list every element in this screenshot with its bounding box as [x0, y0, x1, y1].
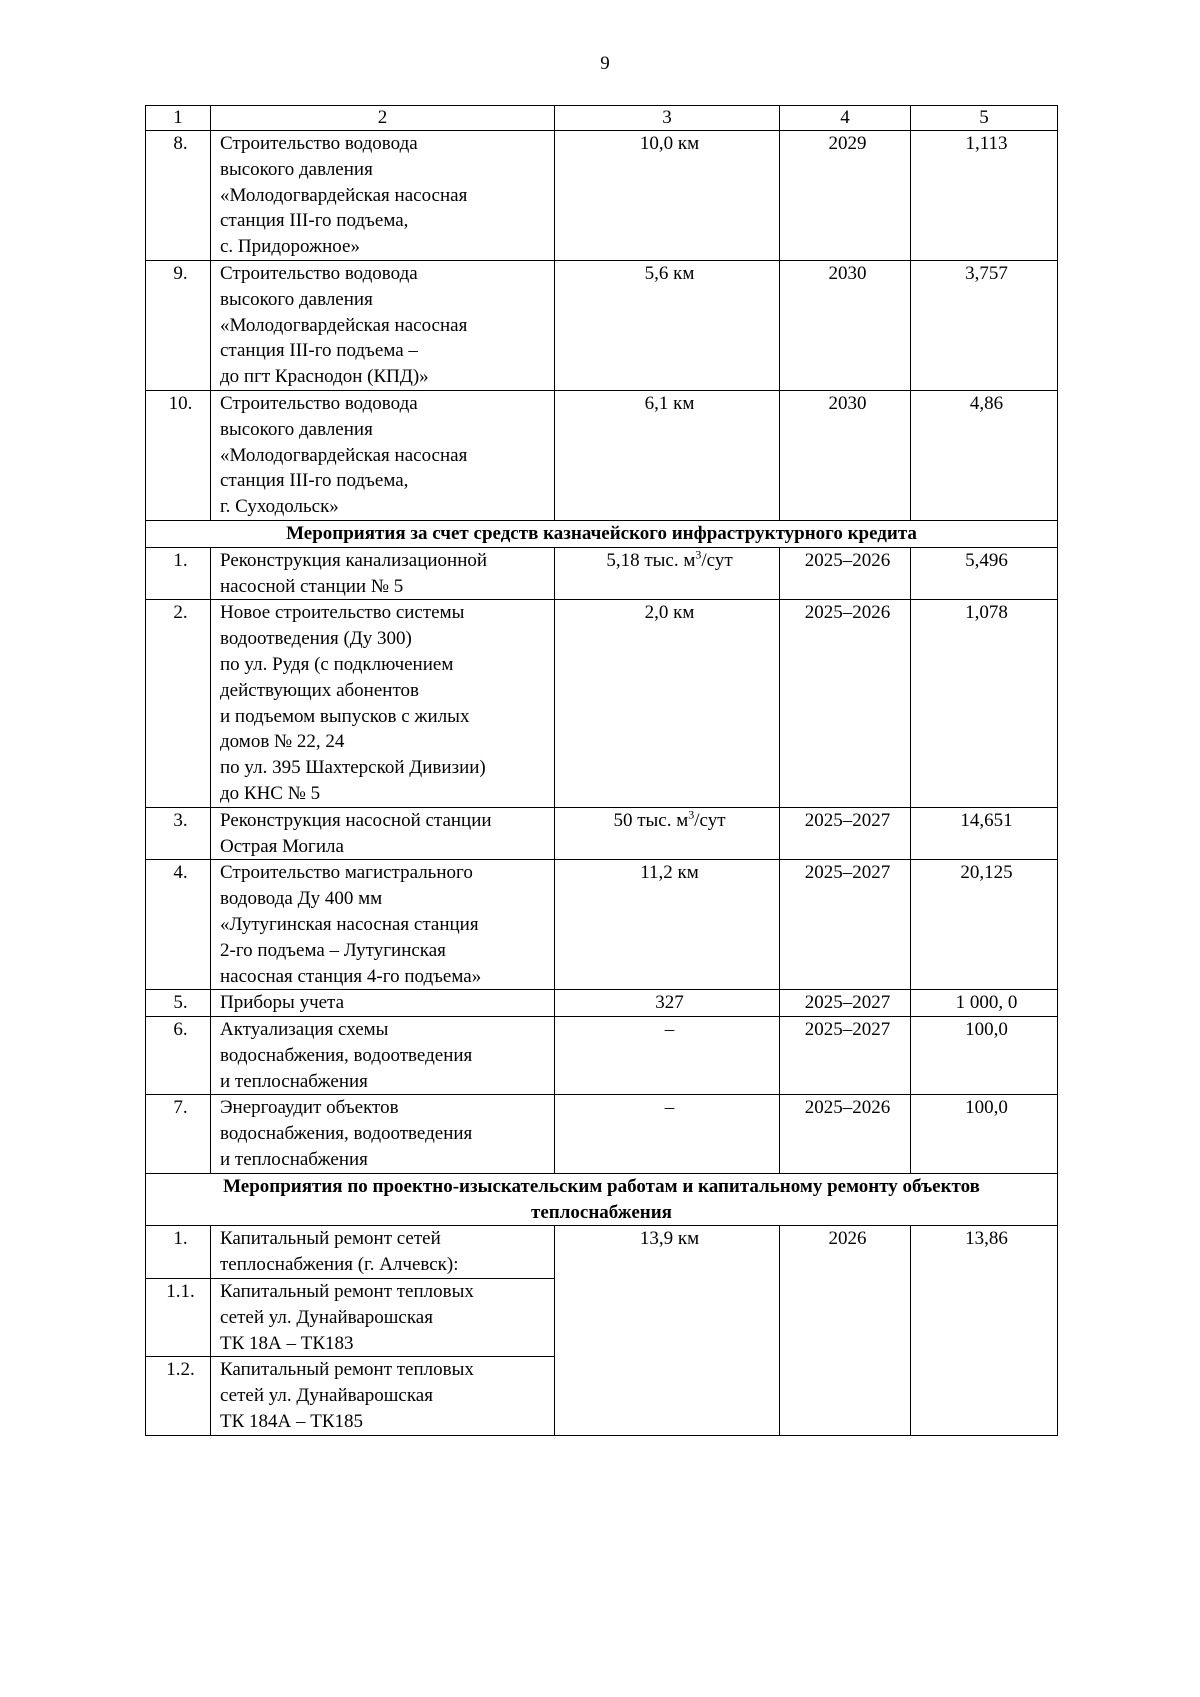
row-number-cell: 6. — [146, 1017, 211, 1095]
description-cell: Реконструкция насосной станции Острая Могила — [211, 807, 555, 860]
cost-cell: 3,757 — [911, 260, 1058, 390]
capacity-cell — [555, 547, 780, 600]
capacity-superscript: 3 — [695, 547, 702, 562]
capacity-cell: 2,0 км — [555, 600, 780, 807]
table-row — [146, 390, 1058, 520]
year-cell: 2025–2027 — [780, 990, 911, 1017]
row-number-cell: 2. — [146, 600, 211, 807]
year-cell: 2030 — [780, 260, 911, 390]
description-cell: Актуализация схемы водоснабжения, водоотведения и теплоснабжения — [211, 1017, 555, 1095]
cost-cell: 100,0 — [911, 1095, 1058, 1173]
row-number-cell: 8. — [146, 131, 211, 261]
column-number-cell: 3 — [555, 106, 780, 131]
description-cell: Приборы учета — [211, 990, 555, 1017]
section-row-heat-supply — [146, 1173, 1058, 1226]
cost-cell: 20,125 — [911, 860, 1058, 990]
column-number-cell: 1 — [146, 106, 211, 131]
section-row-infrastructure-credit — [146, 520, 1058, 547]
year-cell: 2029 — [780, 131, 911, 261]
year-cell: 2025–2027 — [780, 807, 911, 860]
capacity-value: 50 тыс. м — [613, 809, 689, 831]
table-row — [146, 1017, 1058, 1095]
cost-cell: 100,0 — [911, 1017, 1058, 1095]
table-row — [146, 1226, 1058, 1279]
row-number-cell: 1. — [146, 547, 211, 600]
section-title: Мероприятия за счет средств казначейского инфраструктурного кредита — [146, 520, 1058, 547]
table-row — [146, 807, 1058, 860]
column-number-cell: 2 — [211, 106, 555, 131]
capacity-cell — [555, 807, 780, 860]
row-number-cell: 7. — [146, 1095, 211, 1173]
cost-cell: 13,86 — [911, 1226, 1058, 1435]
year-cell: 2026 — [780, 1226, 911, 1435]
cost-cell: 1,113 — [911, 131, 1058, 261]
row-number-cell: 9. — [146, 260, 211, 390]
row-number-cell: 1.1. — [146, 1279, 211, 1357]
table-row — [146, 1095, 1058, 1173]
page-number: 9 — [600, 53, 610, 74]
capacity-cell: 6,1 км — [555, 390, 780, 520]
capacity-cell: – — [555, 1095, 780, 1173]
description-cell: Строительство водовода высокого давления «Молодогвардейская насосная станция III-го подъема – до пгт Краснодон (КПД)» — [211, 260, 555, 390]
year-cell: 2025–2026 — [780, 600, 911, 807]
description-cell: Строительство магистрального водовода Ду 400 мм «Лутугинская насосная станция 2-го подъема – Лутугинская насосная станция 4-го подъема» — [211, 860, 555, 990]
year-cell: 2025–2026 — [780, 1095, 911, 1173]
year-cell: 2025–2027 — [780, 1017, 911, 1095]
capacity-cell: 10,0 км — [555, 131, 780, 261]
row-number-cell: 5. — [146, 990, 211, 1017]
column-number-cell: 4 — [780, 106, 911, 131]
description-cell: Капитальный ремонт тепловых сетей ул. Дунайварошская ТК 18А – ТК183 — [211, 1279, 555, 1357]
year-cell: 2025–2026 — [780, 547, 911, 600]
description-cell: Реконструкция канализационной насосной станции № 5 — [211, 547, 555, 600]
description-cell: Новое строительство системы водоотведения (Ду 300) по ул. Рудя (с подключением действующих абонентов и подъемом выпусков с жилых домов № 22, 24 по ул. 395 Шахтерской Дивизии) до КНС № 5 — [211, 600, 555, 807]
table-row — [146, 260, 1058, 390]
cost-cell: 4,86 — [911, 390, 1058, 520]
capacity-unit: /сут — [701, 549, 733, 571]
row-number-cell: 1.2. — [146, 1357, 211, 1435]
capacity-value: 5,18 тыс. м — [606, 549, 696, 571]
description-cell: Энергоаудит объектов водоснабжения, водоотведения и теплоснабжения — [211, 1095, 555, 1173]
capacity-cell: 5,6 км — [555, 260, 780, 390]
year-cell: 2025–2027 — [780, 860, 911, 990]
capacity-unit: /сут — [694, 809, 726, 831]
description-cell: Капитальный ремонт сетей теплоснабжения (г. Алчевск): — [211, 1226, 555, 1279]
capacity-cell: 13,9 км — [555, 1226, 780, 1435]
description-cell: Капитальный ремонт тепловых сетей ул. Дунайварошская ТК 184А – ТК185 — [211, 1357, 555, 1435]
measures-table — [145, 105, 1058, 1436]
year-cell: 2030 — [780, 390, 911, 520]
table-row — [146, 990, 1058, 1017]
row-number-cell: 1. — [146, 1226, 211, 1279]
row-number-cell: 10. — [146, 390, 211, 520]
table-row — [146, 600, 1058, 807]
description-cell: Строительство водовода высокого давления «Молодогвардейская насосная станция III-го подъема, с. Придорожное» — [211, 131, 555, 261]
table-row — [146, 860, 1058, 990]
cost-cell: 5,496 — [911, 547, 1058, 600]
capacity-cell: 327 — [555, 990, 780, 1017]
table-row — [146, 547, 1058, 600]
row-number-cell: 4. — [146, 860, 211, 990]
cost-cell: 14,651 — [911, 807, 1058, 860]
section-title: Мероприятия по проектно-изыскательским работам и капитальному ремонту объектов теплоснабжения — [146, 1173, 1058, 1226]
cost-cell: 1,078 — [911, 600, 1058, 807]
column-number-cell: 5 — [911, 106, 1058, 131]
column-number-row — [146, 106, 1058, 131]
description-cell: Строительство водовода высокого давления «Молодогвардейская насосная станция III-го подъема, г. Суходольск» — [211, 390, 555, 520]
capacity-cell: 11,2 км — [555, 860, 780, 990]
row-number-cell: 3. — [146, 807, 211, 860]
table-row — [146, 131, 1058, 261]
capacity-cell: – — [555, 1017, 780, 1095]
capacity-superscript: 3 — [688, 807, 695, 822]
cost-cell: 1 000, 0 — [911, 990, 1058, 1017]
